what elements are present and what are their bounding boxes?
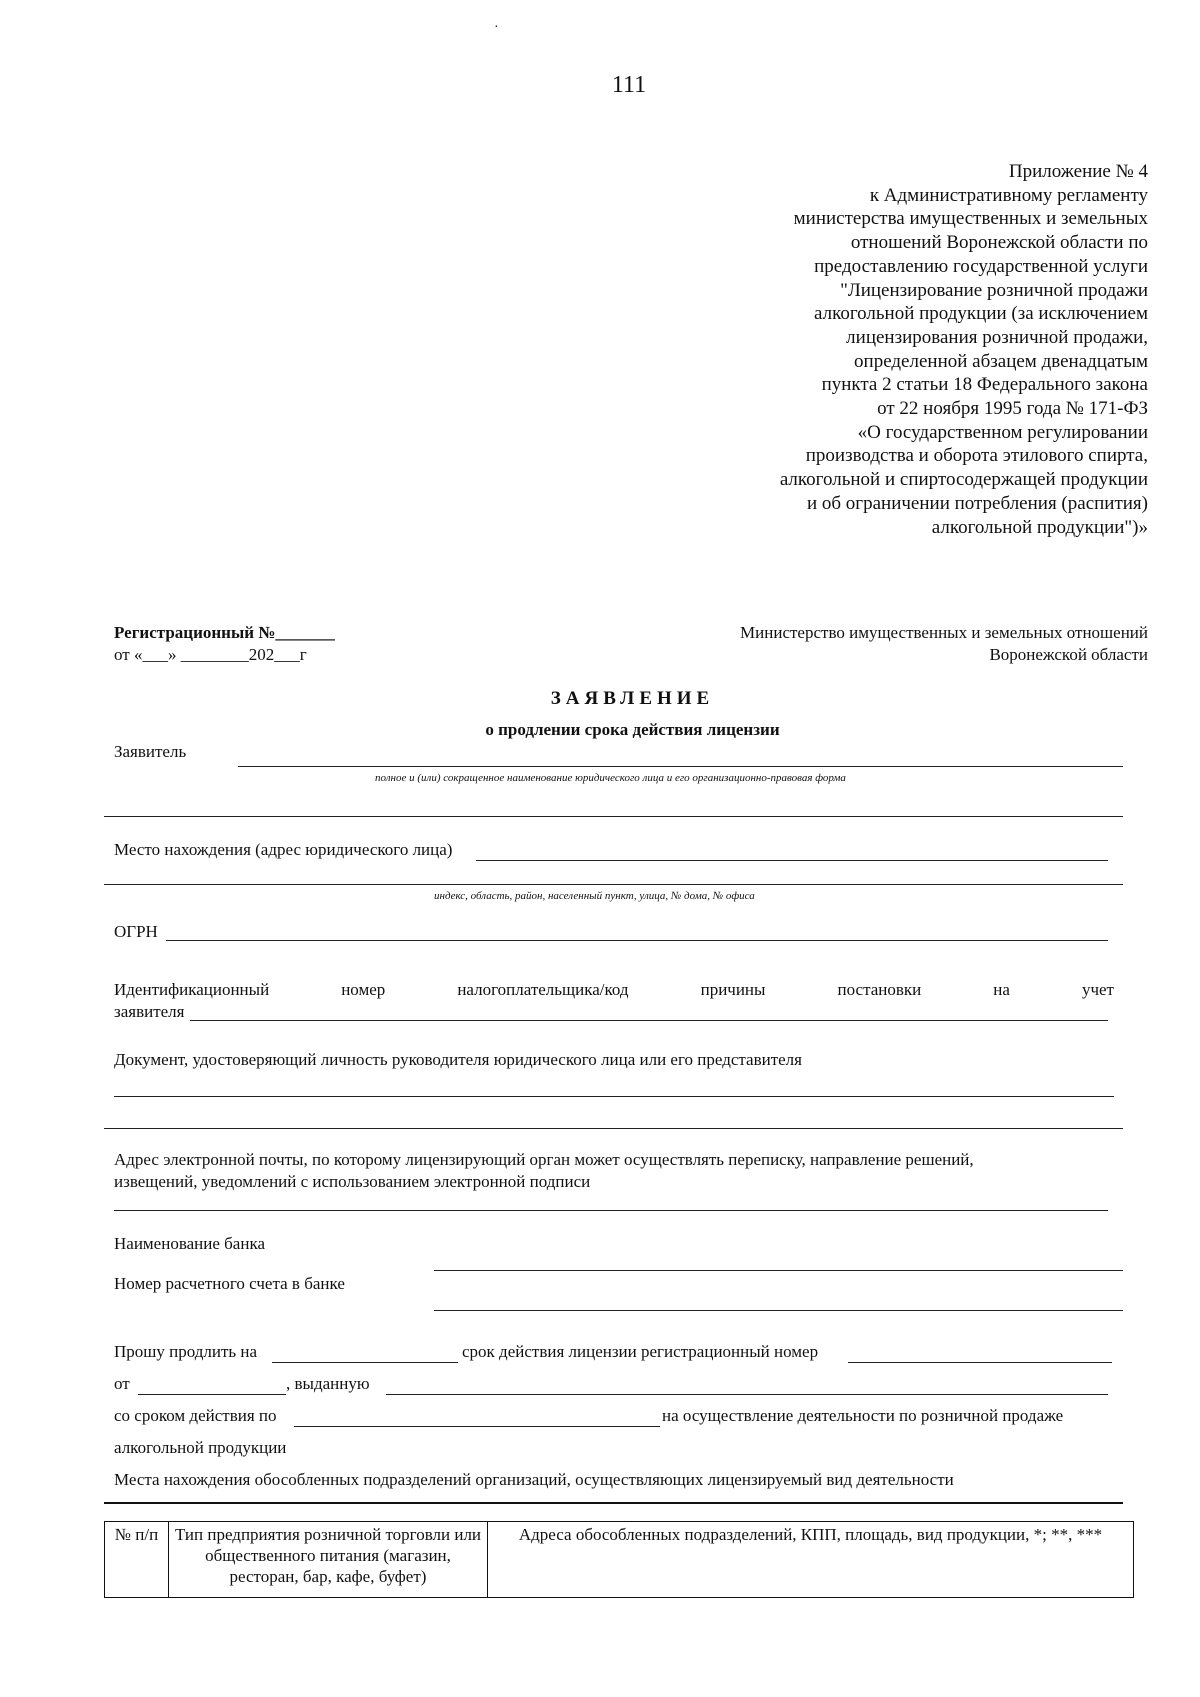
inn-label-row <box>114 980 1114 1000</box>
document-title: ЗАЯВЛЕНИЕ <box>550 688 715 709</box>
header-addresses: Адреса обособленных подразделений, КПП, площадь, вид продукции, *; **, *** <box>488 1522 1134 1598</box>
applicant-field-line[interactable] <box>238 766 1123 767</box>
inn-word: причины <box>700 980 766 999</box>
inn-word: налогоплательщика/код <box>457 980 629 999</box>
inn-word: на <box>993 980 1010 999</box>
appendix-header <box>628 160 1148 539</box>
registration-number-label: Регистрационный №_______ <box>114 623 335 642</box>
account-field-line[interactable] <box>434 1310 1123 1311</box>
location-field-line[interactable] <box>476 860 1108 861</box>
inn-word: учет <box>1081 980 1114 999</box>
issue-date-field-line[interactable] <box>138 1394 286 1395</box>
id-document-label: Документ, удостоверяющий личность руководителя юридического лица или его представителя <box>114 1050 802 1069</box>
appendix-line: министерства имущественных и земельных <box>793 208 1148 230</box>
inn-field-line[interactable] <box>190 1020 1108 1021</box>
inn-word: Идентификационный <box>114 980 270 999</box>
account-label: Номер расчетного счета в банке <box>114 1274 345 1293</box>
appendix-line: предоставлению государственной услуги <box>814 255 1148 277</box>
scan-dot: · <box>494 20 499 35</box>
extend-term-field-line[interactable] <box>272 1362 458 1363</box>
appendix-line: "Лицензирование розничной продажи <box>840 279 1148 301</box>
ogrn-label: ОГРН <box>114 922 158 941</box>
email-label-1: Адрес электронной почты, по которому лицензирующий орган может осуществлять переписку, направление решений, <box>114 1150 974 1169</box>
header-number: № п/п <box>105 1522 169 1598</box>
appendix-line: «О государственном регулировании <box>857 421 1148 443</box>
appendix-line: алкогольной продукции")» <box>931 516 1148 538</box>
extend-label-2: срок действия лицензии регистрационный номер <box>462 1342 819 1361</box>
branches-divider <box>104 1502 1123 1504</box>
appendix-line: производства и оборота этилового спирта, <box>805 445 1148 467</box>
applicant-field-line-2[interactable] <box>104 816 1123 817</box>
registration-block <box>114 622 335 666</box>
appendix-line: отношений Воронежской области по <box>850 232 1148 254</box>
extend-label-1: Прошу продлить на <box>114 1342 258 1361</box>
header-type: Тип предприятия розничной торговли или общественного питания (магазин, ресторан, бар, кафе, буфет) <box>169 1522 488 1598</box>
document-subtitle: о продлении срока действия лицензии <box>485 720 780 739</box>
appendix-line: лицензирования розничной продажи, <box>846 326 1148 348</box>
id-document-field-line[interactable] <box>114 1096 1114 1097</box>
location-label: Место нахождения (адрес юридического лица) <box>114 840 453 859</box>
inn-word: номер <box>341 980 386 999</box>
ministry-block <box>740 622 1148 666</box>
from-label: от <box>114 1374 130 1393</box>
location-field-line-2[interactable] <box>104 884 1123 885</box>
alcohol-label: алкогольной продукции <box>114 1438 287 1457</box>
activity-label: на осуществление деятельности по розничной продаже <box>662 1406 1064 1425</box>
appendix-line: пункта 2 статьи 18 Федерального закона <box>821 374 1148 396</box>
applicant-hint: полное и (или) сокращенное наименование юридического лица и его организационно-правовая форма <box>375 772 846 784</box>
inn-word: постановки <box>837 980 922 999</box>
issued-label: , выданную <box>286 1374 370 1393</box>
inn-label-2: заявителя <box>114 1002 185 1021</box>
table-header-row <box>105 1522 1134 1598</box>
branches-label: Места нахождения обособленных подразделений организаций, осуществляющих лицензируемый вид деятельности <box>114 1470 954 1489</box>
appendix-line: от 22 ноября 1995 года № 171-ФЗ <box>877 398 1148 420</box>
branches-table <box>104 1521 1134 1598</box>
appendix-line: определенной абзацем двенадцатым <box>854 350 1148 372</box>
appendix-line: и об ограничении потребления (распития) <box>806 492 1148 514</box>
ministry-line-1: Министерство имущественных и земельных отношений <box>740 623 1148 642</box>
registration-date-label: от «___» ________202___г <box>114 645 307 664</box>
page-number: 111 <box>611 72 647 98</box>
email-field-line[interactable] <box>114 1210 1108 1211</box>
issued-by-field-line[interactable] <box>386 1394 1108 1395</box>
appendix-line: Приложение № 4 <box>1008 161 1148 182</box>
email-label-2: извещений, уведомлений с использованием электронной подписи <box>114 1172 591 1191</box>
term-field-line[interactable] <box>294 1426 660 1427</box>
appendix-line: алкогольной и спиртосодержащей продукции <box>779 469 1148 491</box>
appendix-line: к Административному регламенту <box>869 184 1148 206</box>
term-label: со сроком действия по <box>114 1406 277 1425</box>
ogrn-field-line[interactable] <box>166 940 1108 941</box>
location-hint: индекс, область, район, населенный пункт, улица, № дома, № офиса <box>434 890 755 902</box>
license-number-field-line[interactable] <box>848 1362 1112 1363</box>
id-document-field-line-2[interactable] <box>104 1128 1123 1129</box>
bank-label: Наименование банка <box>114 1234 265 1253</box>
applicant-label: Заявитель <box>114 742 187 761</box>
ministry-line-2: Воронежской области <box>989 645 1148 664</box>
appendix-line: алкогольной продукции (за исключением <box>813 303 1148 325</box>
bank-field-line[interactable] <box>434 1270 1123 1271</box>
